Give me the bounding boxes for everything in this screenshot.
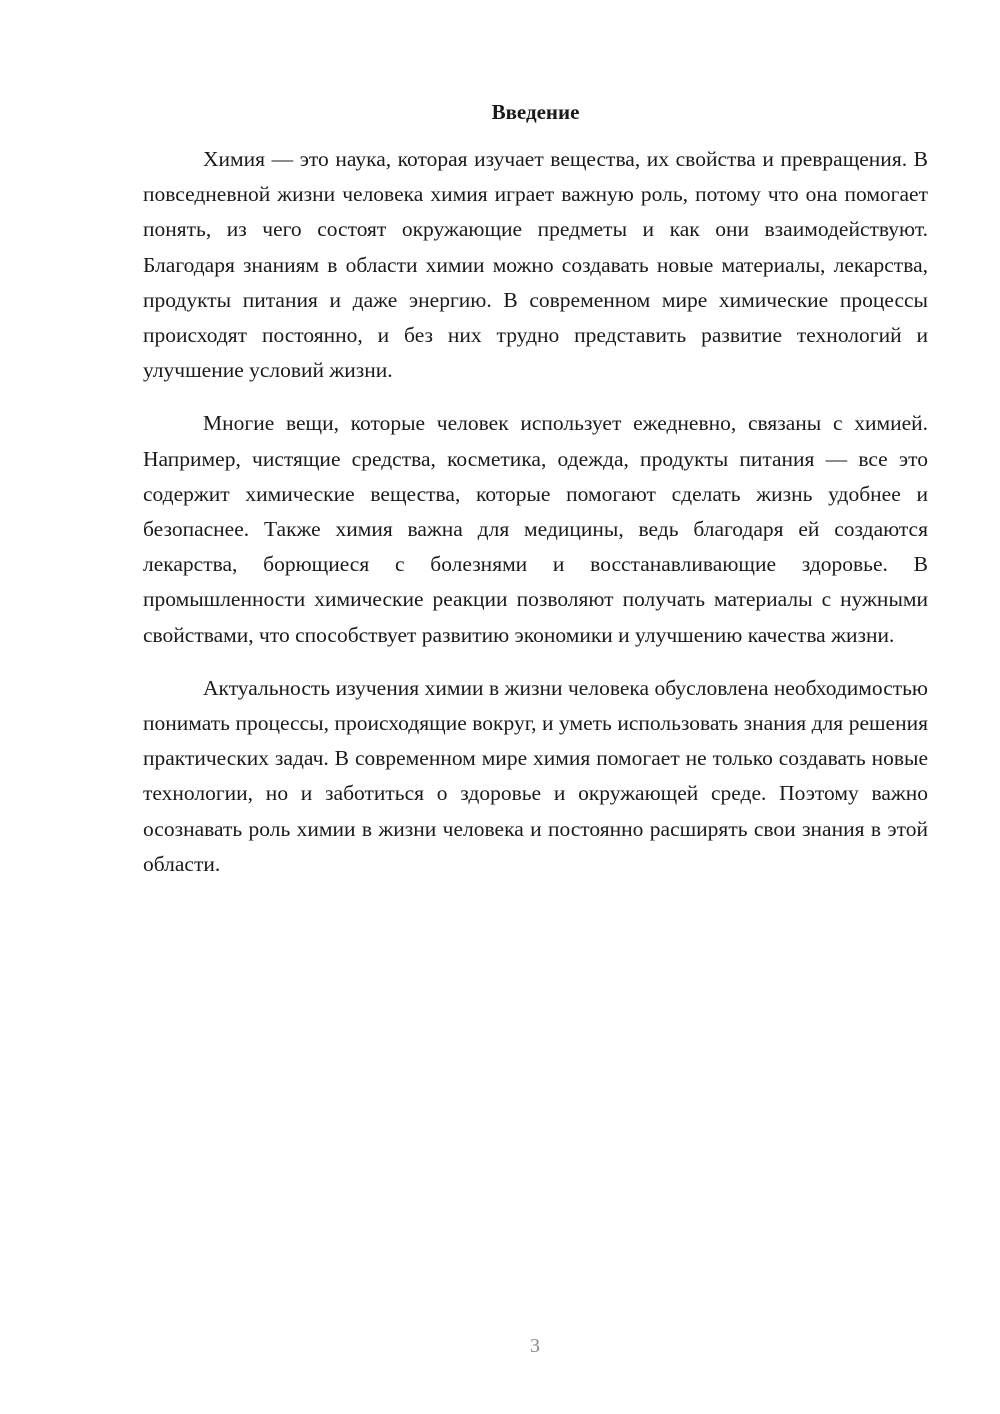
- body-text: [143, 142, 928, 900]
- page-number: 3: [530, 1335, 540, 1357]
- paragraph-3: Актуальность изучения химии в жизни человека обусловлена необходимостью понимать процессы, происходящие вокруг, и уметь использовать знания для решения практических задач. В современном мире химия помогает не только создавать новые технологии, но и заботиться о здоровье и окружающей среде. Поэтому важно осознавать роль химии в жизни человека и постоянно расширять свои знания в этой области.: [143, 675, 928, 876]
- paragraph-1: Химия — это наука, которая изучает вещества, их свойства и превращения. В повседневной жизни человека химия играет важную роль, потому что она помогает понять, из чего состоят окружающие предметы и как они взаимодействуют. Благодаря знаниям в области химии можно создавать новые материалы, лекарства, продукты питания и даже энергию. В современном мире химические процессы происходят постоянно, и без них трудно представить развитие технологий и улучшение условий жизни.: [143, 147, 928, 383]
- paragraph-2: Многие вещи, которые человек использует ежедневно, связаны с химией. Например, чистящие средства, косметика, одежда, продукты питания — все это содержит химические вещества, которые помогают сделать жизнь удобнее и безопаснее. Также химия важна для медицины, ведь благодаря ей создаются лекарства, борющиеся с болезнями и восстанавливающие здоровье. В промышленности химические реакции позволяют получать материалы с нужными свойствами, что способствует развитию экономики и улучшению качества жизни.: [143, 411, 928, 647]
- section-title: Введение: [491, 100, 580, 124]
